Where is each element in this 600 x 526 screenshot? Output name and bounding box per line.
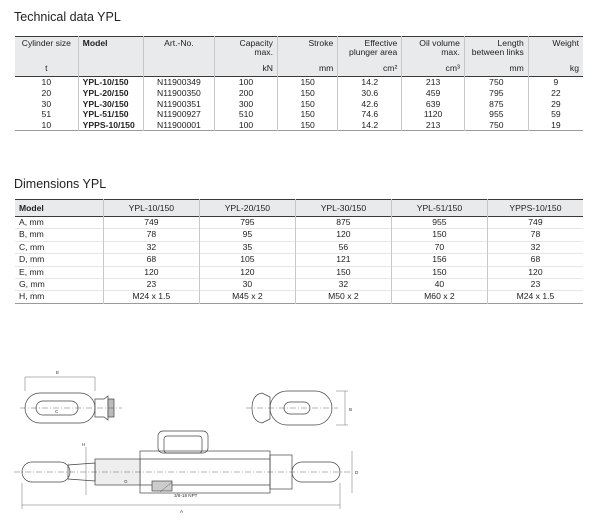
table-cell: 955 <box>464 109 528 120</box>
label-a: A <box>180 509 184 514</box>
table-cell: 459 <box>402 88 465 99</box>
model-cell: YPL-30/150 <box>78 99 143 110</box>
table-cell: 32 <box>103 241 199 253</box>
table-cell: 20 <box>41 88 52 98</box>
table-cell: 156 <box>391 254 487 266</box>
table-cell: 30 <box>199 279 295 291</box>
table-cell: 300 <box>215 99 278 110</box>
table-cell: 955 <box>391 217 487 229</box>
dimension-label-cell: D, mm <box>19 254 45 265</box>
technical-data-table <box>15 36 583 131</box>
table-cell: 120 <box>487 266 583 278</box>
table-cell: 59 <box>528 109 583 120</box>
table-row <box>15 229 583 241</box>
table-cell: M60 x 2 <box>391 291 487 303</box>
table-cell: 9 <box>528 77 583 88</box>
table-cell: 32 <box>487 241 583 253</box>
table-cell: 120 <box>103 266 199 278</box>
dimension-label-cell: G, mm <box>19 279 45 290</box>
dims-header-4: YPL-51/150 <box>391 200 487 217</box>
model-cell: YPL-20/150 <box>78 88 143 99</box>
table-cell: 105 <box>199 254 295 266</box>
table-cell: 19 <box>528 120 583 131</box>
tech-header-0: Cylinder size <box>15 37 78 63</box>
top-left-eye-view <box>20 377 122 423</box>
table-cell: 121 <box>295 254 391 266</box>
dims-header-3: YPL-30/150 <box>295 200 391 217</box>
table-cell: 42.6 <box>338 99 402 110</box>
table-cell: 78 <box>487 229 583 241</box>
table-row <box>15 109 583 120</box>
table-cell: 213 <box>402 120 465 131</box>
tech-header-5: Effective plunger area <box>338 37 402 63</box>
table-row <box>15 279 583 291</box>
table-cell: 70 <box>391 241 487 253</box>
table-cell: 150 <box>391 266 487 278</box>
table-row <box>15 254 583 266</box>
dimensions-title: Dimensions YPL <box>14 177 107 191</box>
tech-unit-7: mm <box>464 62 528 77</box>
tech-header-6: Oil volume max. <box>402 37 465 63</box>
table-cell: 40 <box>391 279 487 291</box>
table-cell: 100 <box>215 77 278 88</box>
table-row <box>15 266 583 278</box>
table-cell: 150 <box>277 120 337 131</box>
table-cell: 51 <box>41 109 52 120</box>
tech-unit-0: t <box>15 62 78 77</box>
table-cell: N11900351 <box>143 99 214 110</box>
dimension-label-cell: C, mm <box>19 241 45 252</box>
table-cell: 750 <box>464 120 528 131</box>
table-cell: 22 <box>528 88 583 99</box>
tech-header-2: Art.-No. <box>143 37 214 63</box>
dims-header-2: YPL-20/150 <box>199 200 295 217</box>
dimension-label-cell: H, mm <box>19 291 45 302</box>
table-cell: 150 <box>277 109 337 120</box>
tech-unit-3: kN <box>215 62 278 77</box>
table-cell: N11900001 <box>143 120 214 131</box>
table-cell: 14.2 <box>338 77 402 88</box>
label-d: D <box>355 470 359 475</box>
label-c: C <box>55 409 59 414</box>
model-cell: YPL-51/150 <box>78 109 143 120</box>
table-cell: 795 <box>199 217 295 229</box>
model-cell: YPPS-10/150 <box>78 120 143 131</box>
table-cell: 150 <box>295 266 391 278</box>
table-cell: 10 <box>41 77 52 88</box>
table-cell: N11900350 <box>143 88 214 99</box>
table-cell: M24 x 1.5 <box>487 291 583 303</box>
label-port: 3/8-18 NPT <box>174 493 198 498</box>
table-cell: 68 <box>103 254 199 266</box>
table-cell: 35 <box>199 241 295 253</box>
tech-header-7: Length between links <box>464 37 528 63</box>
table-cell: 100 <box>215 120 278 131</box>
table-cell: 875 <box>464 99 528 110</box>
table-cell: 510 <box>215 109 278 120</box>
tech-unit-8: kg <box>528 62 583 77</box>
dims-header-1: YPL-10/150 <box>103 200 199 217</box>
table-cell: 120 <box>199 266 295 278</box>
tech-header-1: Model <box>78 37 143 63</box>
label-b: B <box>349 407 353 412</box>
table-cell: 32 <box>295 279 391 291</box>
table-cell: 639 <box>402 99 465 110</box>
table-row <box>15 217 583 229</box>
table-cell: 150 <box>277 77 337 88</box>
table-cell: 23 <box>103 279 199 291</box>
table-cell: 10 <box>41 119 52 130</box>
table-row <box>15 291 583 303</box>
table-cell: M24 x 1.5 <box>103 291 199 303</box>
table-cell: 23 <box>487 279 583 291</box>
top-right-end-view <box>246 391 348 425</box>
table-cell: 30.6 <box>338 88 402 99</box>
table-cell: 795 <box>464 88 528 99</box>
technical-data-title: Technical data YPL <box>14 10 121 24</box>
table-cell: 29 <box>528 99 583 110</box>
table-cell: M45 x 2 <box>199 291 295 303</box>
table-cell: 750 <box>464 77 528 88</box>
table-cell: 749 <box>103 217 199 229</box>
dims-header-0: Model <box>15 200 103 217</box>
table-cell: 30 <box>41 98 52 109</box>
carry-handle <box>158 431 208 453</box>
table-cell: 14.2 <box>338 120 402 131</box>
table-cell: 749 <box>487 217 583 229</box>
table-row <box>15 99 583 110</box>
table-cell: 875 <box>295 217 391 229</box>
tech-header-3: Capacity max. <box>215 37 278 63</box>
table-cell: 150 <box>277 99 337 110</box>
label-h: H <box>82 442 86 447</box>
table-cell: 213 <box>402 77 465 88</box>
table-cell: M50 x 2 <box>295 291 391 303</box>
tech-unit-1 <box>78 62 143 77</box>
table-row <box>15 77 583 88</box>
table-row <box>15 241 583 253</box>
table-cell: 56 <box>295 241 391 253</box>
dimension-label-cell: A, mm <box>19 217 44 227</box>
table-cell: 68 <box>487 254 583 266</box>
label-e: E <box>56 370 60 375</box>
table-cell: 95 <box>199 229 295 241</box>
table-cell: 120 <box>295 229 391 241</box>
label-g: G <box>124 479 128 484</box>
dimension-label-cell: E, mm <box>19 266 44 277</box>
table-row <box>15 88 583 99</box>
tech-unit-5: cm² <box>338 62 402 77</box>
table-cell: 1120 <box>402 109 465 120</box>
table-cell: 74.6 <box>338 109 402 120</box>
table-cell: 150 <box>277 88 337 99</box>
table-cell: 200 <box>215 88 278 99</box>
dimension-label-cell: B, mm <box>19 229 44 240</box>
table-row <box>15 120 583 131</box>
model-cell: YPL-10/150 <box>78 77 143 88</box>
dims-header-5: YPPS-10/150 <box>487 200 583 217</box>
oil-port <box>152 481 172 491</box>
tech-unit-2 <box>143 62 214 77</box>
table-cell: 78 <box>103 229 199 241</box>
tech-unit-6: cm³ <box>402 62 465 77</box>
tech-unit-4: mm <box>277 62 337 77</box>
dimensions-table <box>15 199 583 304</box>
tech-header-4: Stroke <box>277 37 337 63</box>
table-cell: 150 <box>391 229 487 241</box>
cylinder-technical-drawing <box>0 355 600 526</box>
tech-header-8: Weight <box>528 37 583 63</box>
table-cell: N11900349 <box>143 77 214 88</box>
table-cell: N11900927 <box>143 109 214 120</box>
